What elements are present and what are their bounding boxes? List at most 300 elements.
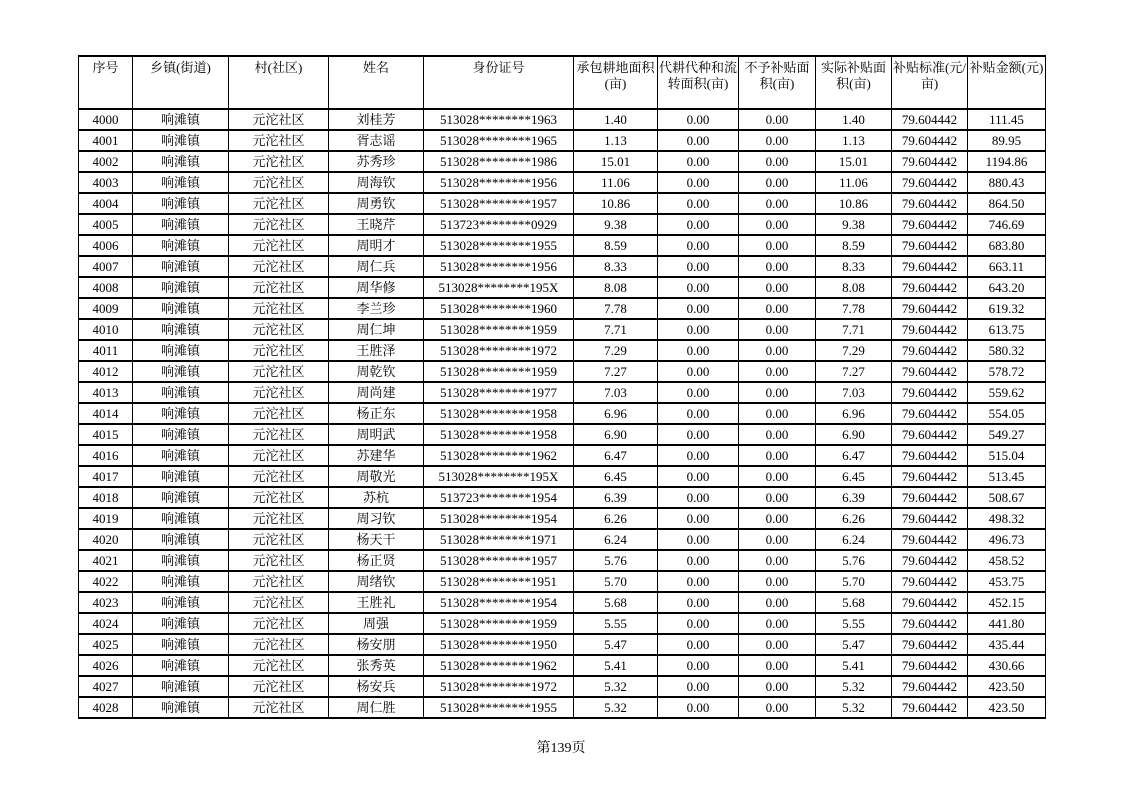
cell-subsidy-rate: 79.604442 xyxy=(892,571,968,592)
cell-id-number: 513028********1955 xyxy=(424,697,574,718)
subsidy-table xyxy=(78,55,1046,719)
cell-name: 周明才 xyxy=(329,235,424,256)
cell-id-number: 513028********1954 xyxy=(424,508,574,529)
cell-excluded-area: 0.00 xyxy=(739,130,816,151)
cell-contracted-area: 9.38 xyxy=(574,214,658,235)
cell-name: 周仁胜 xyxy=(329,697,424,718)
cell-id-number: 513028********1950 xyxy=(424,634,574,655)
cell-id-number: 513028********1962 xyxy=(424,445,574,466)
cell-excluded-area: 0.00 xyxy=(739,424,816,445)
cell-contracted-area: 5.68 xyxy=(574,592,658,613)
cell-name: 张秀英 xyxy=(329,655,424,676)
cell-subsidy-amount: 453.75 xyxy=(968,571,1046,592)
cell-subsidy-amount: 496.73 xyxy=(968,529,1046,550)
cell-excluded-area: 0.00 xyxy=(739,571,816,592)
table-row xyxy=(79,613,1046,634)
table-row xyxy=(79,214,1046,235)
cell-id-number: 513028********1955 xyxy=(424,235,574,256)
cell-township: 响滩镇 xyxy=(133,550,229,571)
cell-actual-area: 7.29 xyxy=(816,340,892,361)
cell-name: 胥志谣 xyxy=(329,130,424,151)
cell-excluded-area: 0.00 xyxy=(739,235,816,256)
cell-village: 元沱社区 xyxy=(229,466,329,487)
cell-serial: 4009 xyxy=(79,298,133,319)
table-row xyxy=(79,130,1046,151)
cell-actual-area: 7.71 xyxy=(816,319,892,340)
cell-excluded-area: 0.00 xyxy=(739,466,816,487)
cell-subsidy-rate: 79.604442 xyxy=(892,151,968,172)
cell-subsidy-amount: 423.50 xyxy=(968,697,1046,718)
table-row xyxy=(79,634,1046,655)
cell-transfer-area: 0.00 xyxy=(658,508,739,529)
cell-contracted-area: 7.71 xyxy=(574,319,658,340)
cell-actual-area: 5.76 xyxy=(816,550,892,571)
cell-subsidy-amount: 663.11 xyxy=(968,256,1046,277)
cell-township: 响滩镇 xyxy=(133,403,229,424)
cell-transfer-area: 0.00 xyxy=(658,382,739,403)
cell-village: 元沱社区 xyxy=(229,151,329,172)
cell-transfer-area: 0.00 xyxy=(658,613,739,634)
cell-serial: 4001 xyxy=(79,130,133,151)
cell-township: 响滩镇 xyxy=(133,382,229,403)
cell-transfer-area: 0.00 xyxy=(658,151,739,172)
cell-excluded-area: 0.00 xyxy=(739,529,816,550)
cell-village: 元沱社区 xyxy=(229,130,329,151)
cell-excluded-area: 0.00 xyxy=(739,277,816,298)
cell-transfer-area: 0.00 xyxy=(658,487,739,508)
cell-transfer-area: 0.00 xyxy=(658,571,739,592)
cell-township: 响滩镇 xyxy=(133,340,229,361)
cell-subsidy-amount: 643.20 xyxy=(968,277,1046,298)
cell-serial: 4024 xyxy=(79,613,133,634)
cell-subsidy-amount: 880.43 xyxy=(968,172,1046,193)
cell-village: 元沱社区 xyxy=(229,571,329,592)
cell-subsidy-rate: 79.604442 xyxy=(892,130,968,151)
table-row xyxy=(79,340,1046,361)
cell-serial: 4004 xyxy=(79,193,133,214)
cell-serial: 4021 xyxy=(79,550,133,571)
cell-village: 元沱社区 xyxy=(229,277,329,298)
table-header xyxy=(79,56,1046,109)
cell-excluded-area: 0.00 xyxy=(739,214,816,235)
cell-excluded-area: 0.00 xyxy=(739,508,816,529)
column-header-township: 乡镇(街道) xyxy=(133,56,229,109)
column-header-subsidy-rate: 补贴标准(元/亩) xyxy=(892,56,968,109)
cell-id-number: 513028********1972 xyxy=(424,676,574,697)
cell-subsidy-rate: 79.604442 xyxy=(892,487,968,508)
cell-excluded-area: 0.00 xyxy=(739,172,816,193)
cell-subsidy-amount: 549.27 xyxy=(968,424,1046,445)
cell-serial: 4016 xyxy=(79,445,133,466)
cell-excluded-area: 0.00 xyxy=(739,445,816,466)
cell-excluded-area: 0.00 xyxy=(739,487,816,508)
cell-actual-area: 1.40 xyxy=(816,109,892,130)
cell-id-number: 513028********1958 xyxy=(424,424,574,445)
cell-name: 周敬光 xyxy=(329,466,424,487)
cell-township: 响滩镇 xyxy=(133,277,229,298)
column-header-serial: 序号 xyxy=(79,56,133,109)
cell-subsidy-rate: 79.604442 xyxy=(892,340,968,361)
cell-name: 杨安朋 xyxy=(329,634,424,655)
cell-id-number: 513028********1971 xyxy=(424,529,574,550)
cell-township: 响滩镇 xyxy=(133,592,229,613)
table-row xyxy=(79,592,1046,613)
cell-transfer-area: 0.00 xyxy=(658,361,739,382)
cell-excluded-area: 0.00 xyxy=(739,592,816,613)
cell-name: 王胜泽 xyxy=(329,340,424,361)
cell-subsidy-amount: 513.45 xyxy=(968,466,1046,487)
cell-township: 响滩镇 xyxy=(133,214,229,235)
cell-actual-area: 6.47 xyxy=(816,445,892,466)
cell-subsidy-amount: 613.75 xyxy=(968,319,1046,340)
cell-id-number: 513028********1959 xyxy=(424,613,574,634)
cell-village: 元沱社区 xyxy=(229,172,329,193)
cell-actual-area: 5.41 xyxy=(816,655,892,676)
table-row xyxy=(79,445,1046,466)
cell-subsidy-rate: 79.604442 xyxy=(892,508,968,529)
table-row xyxy=(79,319,1046,340)
cell-contracted-area: 6.39 xyxy=(574,487,658,508)
cell-actual-area: 5.32 xyxy=(816,676,892,697)
cell-transfer-area: 0.00 xyxy=(658,634,739,655)
cell-subsidy-rate: 79.604442 xyxy=(892,319,968,340)
cell-contracted-area: 7.27 xyxy=(574,361,658,382)
table-row xyxy=(79,529,1046,550)
cell-village: 元沱社区 xyxy=(229,487,329,508)
cell-subsidy-rate: 79.604442 xyxy=(892,256,968,277)
cell-contracted-area: 7.78 xyxy=(574,298,658,319)
table-row xyxy=(79,655,1046,676)
table-row xyxy=(79,424,1046,445)
cell-excluded-area: 0.00 xyxy=(739,403,816,424)
cell-village: 元沱社区 xyxy=(229,340,329,361)
cell-transfer-area: 0.00 xyxy=(658,319,739,340)
cell-excluded-area: 0.00 xyxy=(739,676,816,697)
cell-subsidy-amount: 441.80 xyxy=(968,613,1046,634)
cell-village: 元沱社区 xyxy=(229,214,329,235)
cell-serial: 4018 xyxy=(79,487,133,508)
cell-transfer-area: 0.00 xyxy=(658,529,739,550)
cell-id-number: 513028********1957 xyxy=(424,550,574,571)
cell-contracted-area: 5.76 xyxy=(574,550,658,571)
cell-village: 元沱社区 xyxy=(229,613,329,634)
cell-transfer-area: 0.00 xyxy=(658,655,739,676)
cell-id-number: 513028********1959 xyxy=(424,319,574,340)
cell-id-number: 513028********1962 xyxy=(424,655,574,676)
table-row xyxy=(79,403,1046,424)
cell-name: 周勇钦 xyxy=(329,193,424,214)
cell-id-number: 513723********0929 xyxy=(424,214,574,235)
cell-name: 李兰珍 xyxy=(329,298,424,319)
cell-subsidy-amount: 111.45 xyxy=(968,109,1046,130)
cell-actual-area: 6.24 xyxy=(816,529,892,550)
cell-actual-area: 5.55 xyxy=(816,613,892,634)
cell-township: 响滩镇 xyxy=(133,298,229,319)
cell-transfer-area: 0.00 xyxy=(658,256,739,277)
cell-subsidy-rate: 79.604442 xyxy=(892,424,968,445)
cell-township: 响滩镇 xyxy=(133,571,229,592)
cell-serial: 4005 xyxy=(79,214,133,235)
cell-subsidy-rate: 79.604442 xyxy=(892,466,968,487)
cell-township: 响滩镇 xyxy=(133,529,229,550)
cell-subsidy-rate: 79.604442 xyxy=(892,235,968,256)
cell-subsidy-rate: 79.604442 xyxy=(892,592,968,613)
cell-serial: 4007 xyxy=(79,256,133,277)
cell-serial: 4010 xyxy=(79,319,133,340)
cell-contracted-area: 6.26 xyxy=(574,508,658,529)
cell-actual-area: 15.01 xyxy=(816,151,892,172)
cell-transfer-area: 0.00 xyxy=(658,676,739,697)
cell-actual-area: 11.06 xyxy=(816,172,892,193)
cell-transfer-area: 0.00 xyxy=(658,172,739,193)
cell-subsidy-rate: 79.604442 xyxy=(892,277,968,298)
cell-subsidy-rate: 79.604442 xyxy=(892,550,968,571)
cell-excluded-area: 0.00 xyxy=(739,151,816,172)
cell-village: 元沱社区 xyxy=(229,697,329,718)
cell-township: 响滩镇 xyxy=(133,487,229,508)
cell-actual-area: 10.86 xyxy=(816,193,892,214)
cell-township: 响滩镇 xyxy=(133,319,229,340)
cell-excluded-area: 0.00 xyxy=(739,340,816,361)
table-row xyxy=(79,550,1046,571)
cell-township: 响滩镇 xyxy=(133,172,229,193)
cell-name: 杨安兵 xyxy=(329,676,424,697)
cell-name: 杨正东 xyxy=(329,403,424,424)
cell-name: 周强 xyxy=(329,613,424,634)
table-row xyxy=(79,109,1046,130)
table-row xyxy=(79,697,1046,718)
cell-village: 元沱社区 xyxy=(229,634,329,655)
cell-subsidy-rate: 79.604442 xyxy=(892,214,968,235)
column-header-actual-area: 实际补贴面积(亩) xyxy=(816,56,892,109)
cell-id-number: 513028********195X xyxy=(424,277,574,298)
cell-excluded-area: 0.00 xyxy=(739,613,816,634)
cell-subsidy-amount: 89.95 xyxy=(968,130,1046,151)
cell-subsidy-amount: 578.72 xyxy=(968,361,1046,382)
cell-subsidy-rate: 79.604442 xyxy=(892,403,968,424)
cell-name: 王晓芹 xyxy=(329,214,424,235)
table-row xyxy=(79,571,1046,592)
cell-contracted-area: 7.03 xyxy=(574,382,658,403)
cell-subsidy-rate: 79.604442 xyxy=(892,109,968,130)
cell-subsidy-amount: 619.32 xyxy=(968,298,1046,319)
cell-actual-area: 8.59 xyxy=(816,235,892,256)
cell-actual-area: 5.47 xyxy=(816,634,892,655)
cell-serial: 4011 xyxy=(79,340,133,361)
cell-subsidy-amount: 430.66 xyxy=(968,655,1046,676)
cell-township: 响滩镇 xyxy=(133,613,229,634)
cell-contracted-area: 5.32 xyxy=(574,697,658,718)
cell-village: 元沱社区 xyxy=(229,403,329,424)
cell-subsidy-amount: 435.44 xyxy=(968,634,1046,655)
cell-subsidy-rate: 79.604442 xyxy=(892,361,968,382)
page-number: 第139页 xyxy=(536,741,586,756)
cell-serial: 4000 xyxy=(79,109,133,130)
column-header-contracted-area: 承包耕地面积(亩) xyxy=(574,56,658,109)
cell-actual-area: 9.38 xyxy=(816,214,892,235)
cell-transfer-area: 0.00 xyxy=(658,550,739,571)
cell-serial: 4017 xyxy=(79,466,133,487)
cell-excluded-area: 0.00 xyxy=(739,655,816,676)
table-row xyxy=(79,256,1046,277)
cell-township: 响滩镇 xyxy=(133,466,229,487)
cell-actual-area: 7.78 xyxy=(816,298,892,319)
cell-excluded-area: 0.00 xyxy=(739,634,816,655)
cell-name: 刘桂芳 xyxy=(329,109,424,130)
cell-serial: 4019 xyxy=(79,508,133,529)
cell-id-number: 513028********1960 xyxy=(424,298,574,319)
cell-name: 周华修 xyxy=(329,277,424,298)
table-row xyxy=(79,298,1046,319)
cell-serial: 4012 xyxy=(79,361,133,382)
cell-subsidy-rate: 79.604442 xyxy=(892,697,968,718)
cell-id-number: 513028********195X xyxy=(424,466,574,487)
cell-contracted-area: 6.90 xyxy=(574,424,658,445)
cell-contracted-area: 8.08 xyxy=(574,277,658,298)
cell-id-number: 513723********1954 xyxy=(424,487,574,508)
cell-actual-area: 6.96 xyxy=(816,403,892,424)
column-header-name: 姓名 xyxy=(329,56,424,109)
cell-id-number: 513028********1958 xyxy=(424,403,574,424)
table-row xyxy=(79,382,1046,403)
cell-excluded-area: 0.00 xyxy=(739,361,816,382)
cell-township: 响滩镇 xyxy=(133,676,229,697)
cell-excluded-area: 0.00 xyxy=(739,193,816,214)
cell-subsidy-rate: 79.604442 xyxy=(892,613,968,634)
cell-serial: 4027 xyxy=(79,676,133,697)
cell-transfer-area: 0.00 xyxy=(658,424,739,445)
cell-subsidy-amount: 452.15 xyxy=(968,592,1046,613)
column-header-id-number: 身份证号 xyxy=(424,56,574,109)
cell-transfer-area: 0.00 xyxy=(658,340,739,361)
cell-village: 元沱社区 xyxy=(229,256,329,277)
cell-actual-area: 1.13 xyxy=(816,130,892,151)
cell-township: 响滩镇 xyxy=(133,109,229,130)
cell-contracted-area: 15.01 xyxy=(574,151,658,172)
cell-village: 元沱社区 xyxy=(229,235,329,256)
cell-township: 响滩镇 xyxy=(133,256,229,277)
cell-township: 响滩镇 xyxy=(133,655,229,676)
cell-subsidy-rate: 79.604442 xyxy=(892,634,968,655)
cell-serial: 4006 xyxy=(79,235,133,256)
table-row xyxy=(79,151,1046,172)
cell-id-number: 513028********1956 xyxy=(424,172,574,193)
cell-name: 周仁兵 xyxy=(329,256,424,277)
cell-subsidy-amount: 746.69 xyxy=(968,214,1046,235)
cell-excluded-area: 0.00 xyxy=(739,109,816,130)
cell-contracted-area: 1.40 xyxy=(574,109,658,130)
cell-serial: 4025 xyxy=(79,634,133,655)
table-row xyxy=(79,235,1046,256)
cell-id-number: 513028********1965 xyxy=(424,130,574,151)
cell-actual-area: 8.33 xyxy=(816,256,892,277)
cell-village: 元沱社区 xyxy=(229,592,329,613)
cell-transfer-area: 0.00 xyxy=(658,277,739,298)
cell-contracted-area: 5.41 xyxy=(574,655,658,676)
cell-excluded-area: 0.00 xyxy=(739,256,816,277)
cell-village: 元沱社区 xyxy=(229,319,329,340)
cell-transfer-area: 0.00 xyxy=(658,466,739,487)
cell-transfer-area: 0.00 xyxy=(658,109,739,130)
cell-contracted-area: 5.32 xyxy=(574,676,658,697)
cell-actual-area: 5.68 xyxy=(816,592,892,613)
cell-serial: 4003 xyxy=(79,172,133,193)
cell-village: 元沱社区 xyxy=(229,193,329,214)
cell-name: 周尚建 xyxy=(329,382,424,403)
cell-subsidy-amount: 559.62 xyxy=(968,382,1046,403)
cell-transfer-area: 0.00 xyxy=(658,214,739,235)
cell-township: 响滩镇 xyxy=(133,151,229,172)
cell-subsidy-amount: 1194.86 xyxy=(968,151,1046,172)
cell-subsidy-rate: 79.604442 xyxy=(892,445,968,466)
cell-subsidy-rate: 79.604442 xyxy=(892,655,968,676)
cell-excluded-area: 0.00 xyxy=(739,550,816,571)
cell-name: 周习钦 xyxy=(329,508,424,529)
cell-id-number: 513028********1963 xyxy=(424,109,574,130)
table-row xyxy=(79,466,1046,487)
cell-contracted-area: 5.47 xyxy=(574,634,658,655)
cell-serial: 4014 xyxy=(79,403,133,424)
cell-transfer-area: 0.00 xyxy=(658,235,739,256)
cell-village: 元沱社区 xyxy=(229,382,329,403)
cell-township: 响滩镇 xyxy=(133,508,229,529)
cell-excluded-area: 0.00 xyxy=(739,697,816,718)
cell-name: 王胜礼 xyxy=(329,592,424,613)
cell-serial: 4013 xyxy=(79,382,133,403)
cell-transfer-area: 0.00 xyxy=(658,445,739,466)
cell-township: 响滩镇 xyxy=(133,193,229,214)
cell-actual-area: 6.26 xyxy=(816,508,892,529)
cell-serial: 4028 xyxy=(79,697,133,718)
cell-excluded-area: 0.00 xyxy=(739,298,816,319)
cell-subsidy-amount: 683.80 xyxy=(968,235,1046,256)
cell-name: 杨正贤 xyxy=(329,550,424,571)
cell-name: 周海钦 xyxy=(329,172,424,193)
cell-township: 响滩镇 xyxy=(133,697,229,718)
cell-actual-area: 6.39 xyxy=(816,487,892,508)
cell-transfer-area: 0.00 xyxy=(658,697,739,718)
cell-village: 元沱社区 xyxy=(229,424,329,445)
cell-village: 元沱社区 xyxy=(229,676,329,697)
cell-township: 响滩镇 xyxy=(133,361,229,382)
cell-village: 元沱社区 xyxy=(229,361,329,382)
cell-subsidy-amount: 864.50 xyxy=(968,193,1046,214)
table-body xyxy=(79,109,1046,718)
cell-serial: 4015 xyxy=(79,424,133,445)
cell-actual-area: 6.45 xyxy=(816,466,892,487)
cell-transfer-area: 0.00 xyxy=(658,130,739,151)
table-row xyxy=(79,193,1046,214)
cell-id-number: 513028********1957 xyxy=(424,193,574,214)
cell-actual-area: 6.90 xyxy=(816,424,892,445)
cell-township: 响滩镇 xyxy=(133,445,229,466)
column-header-village: 村(社区) xyxy=(229,56,329,109)
cell-id-number: 513028********1959 xyxy=(424,361,574,382)
column-header-transfer-area: 代耕代种和流转面积(亩) xyxy=(658,56,739,109)
cell-subsidy-rate: 79.604442 xyxy=(892,529,968,550)
cell-contracted-area: 5.70 xyxy=(574,571,658,592)
cell-name: 周乾钦 xyxy=(329,361,424,382)
cell-subsidy-amount: 580.32 xyxy=(968,340,1046,361)
cell-subsidy-amount: 554.05 xyxy=(968,403,1046,424)
cell-subsidy-rate: 79.604442 xyxy=(892,193,968,214)
cell-name: 杨天干 xyxy=(329,529,424,550)
cell-actual-area: 8.08 xyxy=(816,277,892,298)
cell-subsidy-rate: 79.604442 xyxy=(892,298,968,319)
cell-village: 元沱社区 xyxy=(229,655,329,676)
cell-serial: 4026 xyxy=(79,655,133,676)
cell-contracted-area: 6.96 xyxy=(574,403,658,424)
